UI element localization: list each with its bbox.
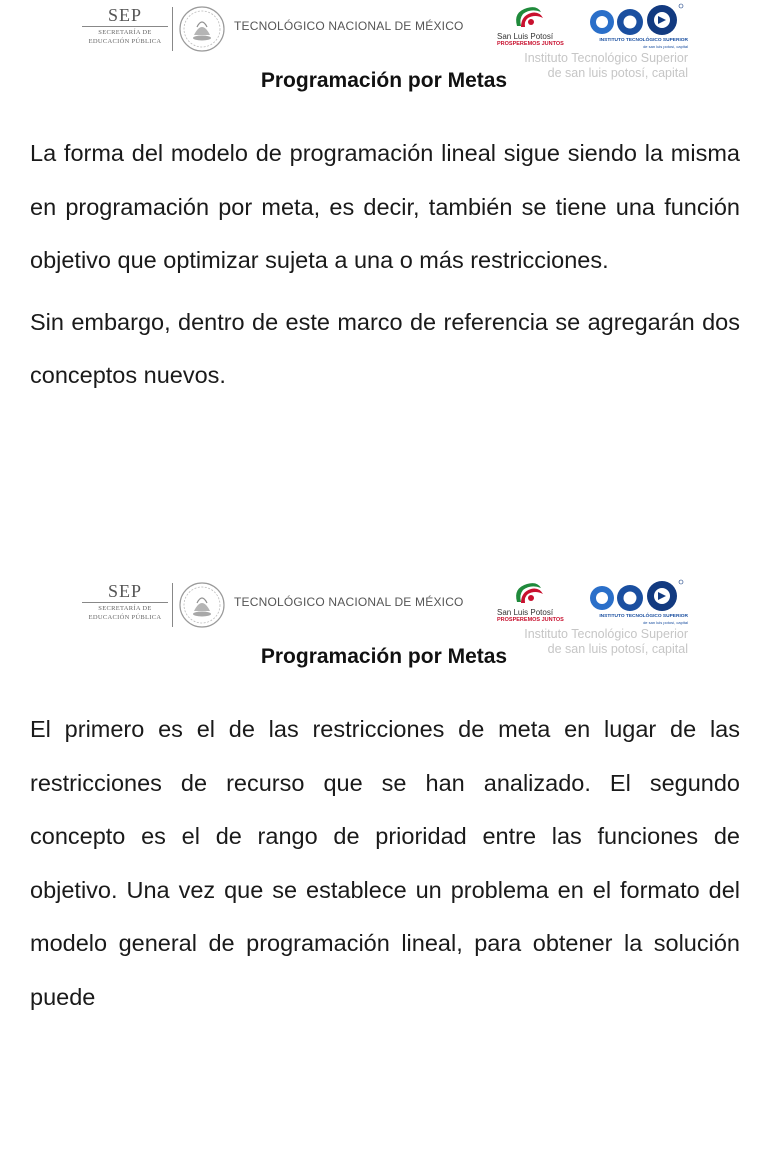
slp-motto: PROSPEREMOS JUNTOS [497,617,564,623]
slide-title: Programación por Metas [260,69,508,92]
tecnm-name: TECNOLÓGICO NACIONAL DE MÉXICO [234,595,464,609]
sep-subtitle-1: SECRETARÍA DE [98,605,152,612]
sep-logo [82,582,168,621]
slp-logo [497,2,567,47]
its-name: INSTITUTO TECNOLÓGICO SUPERIOR [599,614,688,619]
its-name: INSTITUTO TECNOLÓGICO SUPERIOR [599,38,688,43]
sep-subtitle-1: SECRETARÍA DE [98,29,152,36]
sep-subtitle-2: EDUCACIÓN PÚBLICA [88,614,162,621]
slp-name: San Luis Potosí [497,32,554,41]
watermark-line-2: de san luis potosí, capital [547,642,688,656]
mexico-emblem-icon [178,581,226,629]
tecnm-name: TECNOLÓGICO NACIONAL DE MÉXICO [234,19,464,33]
header-divider [172,7,173,51]
body-paragraph: La forma del modelo de programación lineal sigue siendo la misma en programación por meta, es decir, también se tiene una función objetivo que optimizar sujeta a una o más restricciones. [30,140,740,273]
its-circles-icon [586,2,686,38]
header-logos [0,576,768,656]
its-subtitle: de san luis potosí, capital [643,620,688,625]
slide-body [30,127,740,411]
header-divider [172,583,173,627]
sep-wordmark: SEP [82,6,168,27]
slp-motto: PROSPEREMOS JUNTOS [497,41,564,47]
watermark-line-1: Instituto Tecnológico Superior [524,51,688,65]
its-logo [584,578,688,625]
its-circles-icon [586,578,686,614]
its-subtitle: de san luis potosí, capital [643,44,688,49]
body-paragraph: Sin embargo, dentro de este marco de referencia se agregarán dos conceptos nuevos. [30,308,740,388]
mexico-emblem-icon [178,5,226,53]
sep-subtitle-2: EDUCACIÓN PÚBLICA [88,38,162,45]
slp-swirl-icon [511,2,545,32]
watermark-line-2: de san luis potosí, capital [547,66,688,80]
watermark-line-1: Instituto Tecnológico Superior [524,627,688,641]
body-paragraph: El primero es el de las restricciones de meta en lugar de las restricciones de recurso que se han analizado. El segundo concepto es el de rango de prioridad entre las funciones de objetivo. Una vez que se establece un problema en el formato del modelo general de programación lineal, para obtener la solución puede [30,716,740,1010]
slp-swirl-icon [511,578,545,608]
sep-logo [82,6,168,45]
slide-body [30,703,740,1032]
sep-wordmark: SEP [82,582,168,603]
slide-title: Programación por Metas [260,645,508,668]
slp-name: San Luis Potosí [497,608,554,617]
its-logo [584,2,688,49]
slide-2 [0,576,768,1152]
header-logos [0,0,768,80]
slp-logo [497,578,567,623]
